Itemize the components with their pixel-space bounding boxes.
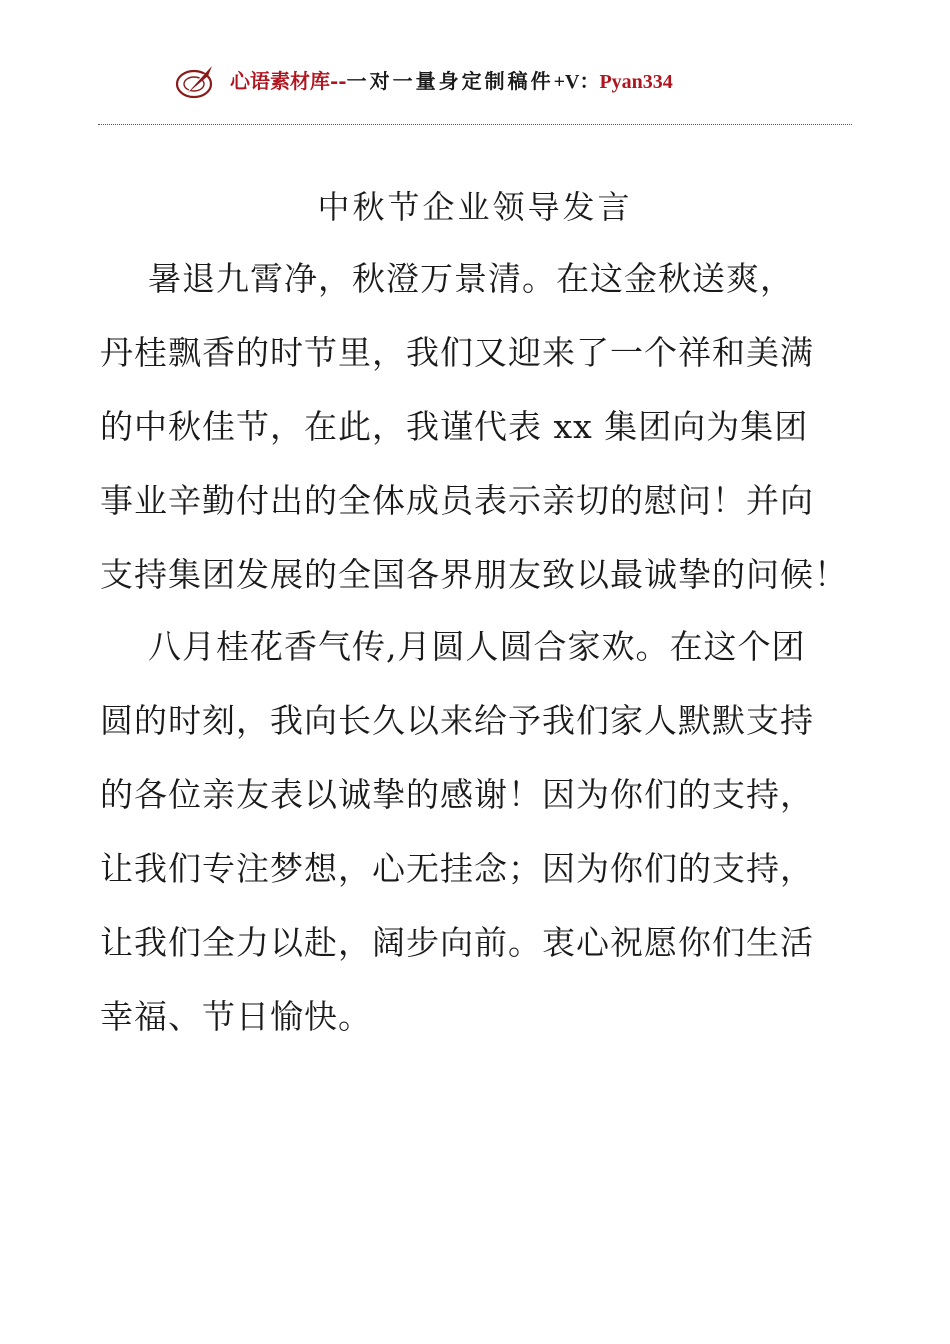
quill-logo-icon <box>174 62 218 102</box>
header-banner <box>230 68 673 95</box>
body-line: 的中秋佳节，在此，我谨代表 xx 集团向为集团 <box>100 407 809 446</box>
contact-label: +V： <box>553 71 600 93</box>
header-tagline: 一对一量身定制稿件 <box>346 69 554 93</box>
body-line: 的各位亲友表以诚挚的感谢！因为你们的支持， <box>100 775 814 814</box>
contact-account: Pyan334 <box>599 71 673 93</box>
body-line: 八月桂花香气传,月圆人圆合家欢。在这个团 <box>148 627 806 666</box>
brand-name: 心语素材库 <box>230 69 330 93</box>
body-line: 支持集团发展的全国各界朋友致以最诚挚的问候！ <box>100 555 848 594</box>
body-line: 让我们专注梦想，心无挂念；因为你们的支持， <box>100 849 814 888</box>
body-line: 事业辛勤付出的全体成员表示亲切的慰问！并向 <box>100 481 814 520</box>
body-line: 幸福、节日愉快。 <box>100 997 372 1036</box>
body-line: 圆的时刻，我向长久以来给予我们家人默默支持 <box>100 701 814 740</box>
body-line: 丹桂飘香的时节里，我们又迎来了一个祥和美满 <box>100 333 814 372</box>
page-title: 中秋节企业领导发言 <box>317 188 633 226</box>
body-line: 让我们全力以赴，阔步向前。衷心祝愿你们生活 <box>100 923 814 962</box>
page-header <box>0 58 950 106</box>
header-separator: -- <box>330 69 347 93</box>
body-line: 暑退九霄净，秋澄万景清。在这金秋送爽， <box>148 259 794 298</box>
header-divider <box>98 124 852 125</box>
